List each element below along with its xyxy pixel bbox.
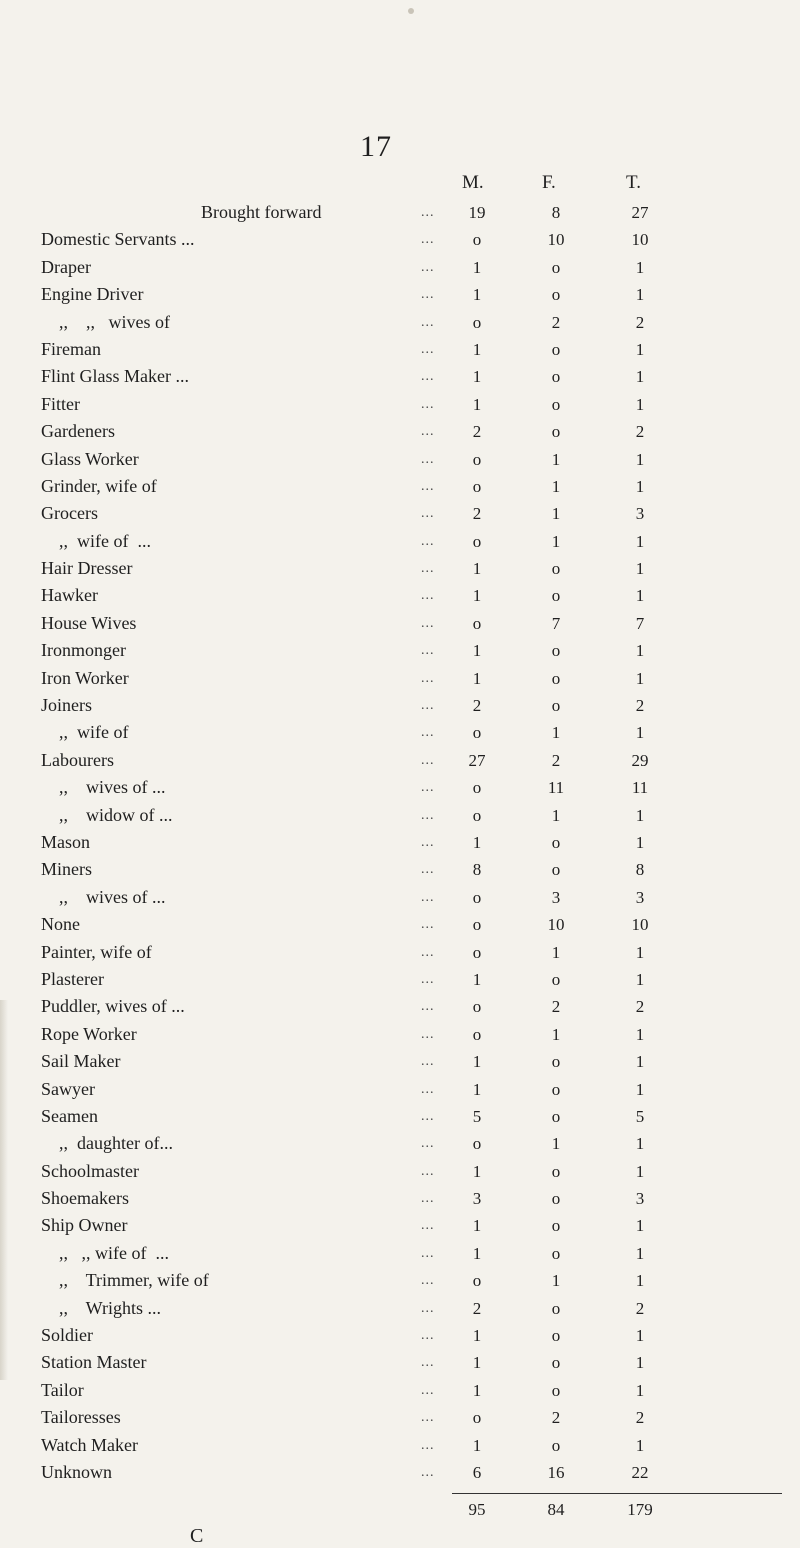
cell-f: o bbox=[551, 285, 561, 305]
occupation-label: Station Master bbox=[41, 1352, 147, 1373]
column-header-f: F. bbox=[542, 172, 556, 193]
table-row bbox=[41, 528, 781, 555]
cell-m: 1 bbox=[472, 1326, 482, 1346]
leader-dots: ... bbox=[421, 341, 435, 357]
table-row bbox=[41, 966, 781, 993]
table-row bbox=[41, 1322, 781, 1349]
table-row bbox=[41, 1377, 781, 1404]
cell-m: 1 bbox=[472, 394, 482, 414]
leader-dots: ... bbox=[421, 506, 435, 522]
cell-f: o bbox=[551, 668, 561, 688]
cell-f: o bbox=[551, 1106, 561, 1126]
cell-m: o bbox=[472, 1024, 482, 1044]
cell-f: 1 bbox=[551, 476, 561, 496]
table-row bbox=[41, 802, 781, 829]
cell-f: 2 bbox=[551, 750, 561, 770]
leader-dots: ... bbox=[421, 1026, 435, 1042]
table-row bbox=[41, 939, 781, 966]
cell-f: o bbox=[551, 1326, 561, 1346]
table-row bbox=[41, 884, 781, 911]
cell-f: 2 bbox=[551, 1408, 561, 1428]
occupation-label: Glass Worker bbox=[41, 448, 139, 469]
leader-dots: ... bbox=[421, 1163, 435, 1179]
table-row bbox=[41, 309, 781, 336]
occupation-label: ,, ,, wife of ... bbox=[41, 1242, 169, 1263]
cell-f: 1 bbox=[551, 1271, 561, 1291]
cell-f: o bbox=[551, 559, 561, 579]
table-row bbox=[41, 446, 781, 473]
cell-t: 2 bbox=[635, 312, 645, 332]
occupation-label: Schoolmaster bbox=[41, 1160, 139, 1181]
cell-t: 1 bbox=[635, 586, 645, 606]
occupation-label: ,, wives of ... bbox=[41, 777, 166, 798]
leader-dots: ... bbox=[421, 1410, 435, 1426]
cell-f: o bbox=[551, 367, 561, 387]
cell-f: o bbox=[551, 394, 561, 414]
cell-m: 2 bbox=[472, 1298, 482, 1318]
cell-f: o bbox=[551, 1161, 561, 1181]
cell-m: 19 bbox=[468, 203, 486, 222]
leader-dots: ... bbox=[421, 478, 435, 494]
cell-t: 1 bbox=[635, 1243, 645, 1263]
cell-m: 1 bbox=[472, 367, 482, 387]
occupation-label: Ironmonger bbox=[41, 640, 126, 661]
leader-dots: ... bbox=[421, 232, 435, 248]
leader-dots: ... bbox=[421, 1054, 435, 1070]
cell-t: 1 bbox=[635, 723, 645, 743]
cell-t: 1 bbox=[635, 805, 645, 825]
table-row bbox=[41, 665, 781, 692]
occupation-label: House Wives bbox=[41, 612, 137, 633]
occupation-table bbox=[41, 199, 781, 1486]
leader-dots: ... bbox=[421, 1136, 435, 1152]
cell-m: 1 bbox=[472, 1243, 482, 1263]
cell-t: 1 bbox=[635, 1380, 645, 1400]
cell-t: 1 bbox=[635, 1271, 645, 1291]
occupation-label: ,, Wrights ... bbox=[41, 1297, 161, 1318]
cell-t: 11 bbox=[631, 778, 649, 798]
occupation-label: Brought forward bbox=[201, 202, 322, 222]
cell-f: o bbox=[551, 1052, 561, 1072]
table-row bbox=[41, 1048, 781, 1075]
leader-dots: ... bbox=[421, 670, 435, 686]
occupation-label: Unknown bbox=[41, 1461, 112, 1482]
cell-t: 3 bbox=[635, 887, 645, 907]
cell-m: 1 bbox=[472, 1380, 482, 1400]
occupation-label: Engine Driver bbox=[41, 284, 144, 305]
table-row bbox=[41, 856, 781, 883]
cell-t: 1 bbox=[635, 1435, 645, 1455]
leader-dots: ... bbox=[421, 424, 435, 440]
cell-t: 1 bbox=[635, 832, 645, 852]
cell-m: o bbox=[472, 723, 482, 743]
table-row bbox=[41, 473, 781, 500]
cell-f: o bbox=[551, 1380, 561, 1400]
table-row bbox=[41, 1130, 781, 1157]
leader-dots: ... bbox=[421, 561, 435, 577]
leader-dots: ... bbox=[421, 1191, 435, 1207]
cell-t: 29 bbox=[631, 750, 649, 770]
occupation-label: Tailoresses bbox=[41, 1407, 121, 1428]
leader-dots: ... bbox=[421, 917, 435, 933]
cell-m: o bbox=[472, 887, 482, 907]
cell-f: o bbox=[551, 832, 561, 852]
cell-t: 1 bbox=[635, 257, 645, 277]
table-row bbox=[41, 1076, 781, 1103]
occupation-label: Fitter bbox=[41, 393, 80, 414]
table-row bbox=[41, 1240, 781, 1267]
cell-f: o bbox=[551, 1298, 561, 1318]
cell-f: o bbox=[551, 257, 561, 277]
cell-t: 1 bbox=[635, 449, 645, 469]
cell-t: 3 bbox=[635, 504, 645, 524]
cell-m: o bbox=[472, 1408, 482, 1428]
column-header-t: T. bbox=[626, 172, 641, 193]
cell-f: 1 bbox=[551, 805, 561, 825]
cell-t: 2 bbox=[635, 997, 645, 1017]
cell-m: o bbox=[472, 476, 482, 496]
cell-t: 7 bbox=[635, 613, 645, 633]
cell-m: o bbox=[472, 531, 482, 551]
table-row bbox=[41, 1267, 781, 1294]
leader-dots: ... bbox=[421, 369, 435, 385]
cell-f: o bbox=[551, 339, 561, 359]
cell-f: 11 bbox=[547, 778, 565, 798]
leader-dots: ... bbox=[421, 1355, 435, 1371]
occupation-label: Draper bbox=[41, 256, 91, 277]
cell-m: 1 bbox=[472, 832, 482, 852]
cell-m: o bbox=[472, 449, 482, 469]
table-row bbox=[41, 1212, 781, 1239]
cell-m: 3 bbox=[472, 1189, 482, 1209]
occupation-label: Seamen bbox=[41, 1105, 98, 1126]
leader-dots: ... bbox=[421, 1245, 435, 1261]
cell-m: o bbox=[472, 805, 482, 825]
table-row bbox=[41, 637, 781, 664]
table-row bbox=[41, 993, 781, 1020]
occupation-label: ,, ,, wives of bbox=[41, 311, 170, 332]
occupation-label: Grocers bbox=[41, 503, 98, 524]
occupation-label: Joiners bbox=[41, 695, 92, 716]
page-number: 17 bbox=[360, 130, 392, 163]
cell-m: 2 bbox=[472, 422, 482, 442]
cell-f: 1 bbox=[551, 723, 561, 743]
table-row bbox=[41, 199, 781, 226]
signature-letter: C bbox=[190, 1525, 204, 1547]
occupation-label: Ship Owner bbox=[41, 1215, 128, 1236]
leader-dots: ... bbox=[421, 999, 435, 1015]
cell-f: 1 bbox=[551, 531, 561, 551]
cell-f: o bbox=[551, 1353, 561, 1373]
cell-t: 8 bbox=[635, 860, 645, 880]
cell-t: 22 bbox=[631, 1462, 649, 1482]
table-row bbox=[41, 254, 781, 281]
occupation-label: Mason bbox=[41, 831, 90, 852]
cell-f: o bbox=[551, 1079, 561, 1099]
table-row bbox=[41, 281, 781, 308]
cell-m: 1 bbox=[472, 1353, 482, 1373]
table-row bbox=[41, 1103, 781, 1130]
occupation-label: Hawker bbox=[41, 585, 98, 606]
occupation-label: Fireman bbox=[41, 338, 101, 359]
cell-m: o bbox=[472, 1271, 482, 1291]
table-row bbox=[41, 1349, 781, 1376]
leader-dots: ... bbox=[421, 1273, 435, 1289]
cell-m: 1 bbox=[472, 668, 482, 688]
cell-f: 3 bbox=[551, 887, 561, 907]
cell-t: 10 bbox=[631, 230, 649, 250]
leader-dots: ... bbox=[421, 287, 435, 303]
cell-t: 1 bbox=[635, 1024, 645, 1044]
table-row bbox=[41, 911, 781, 938]
totals-rule bbox=[452, 1493, 782, 1494]
occupation-label: Miners bbox=[41, 859, 92, 880]
cell-f: o bbox=[551, 1243, 561, 1263]
cell-f: 10 bbox=[547, 915, 565, 935]
cell-m: 27 bbox=[468, 750, 486, 770]
cell-f: o bbox=[551, 422, 561, 442]
cell-t: 1 bbox=[635, 476, 645, 496]
leader-dots: ... bbox=[421, 1218, 435, 1234]
occupation-label: Rope Worker bbox=[41, 1023, 137, 1044]
leader-dots: ... bbox=[421, 314, 435, 330]
cell-m: 1 bbox=[472, 285, 482, 305]
cell-t: 3 bbox=[635, 1189, 645, 1209]
table-row bbox=[41, 1021, 781, 1048]
table-row bbox=[41, 1432, 781, 1459]
cell-m: 1 bbox=[472, 1435, 482, 1455]
cell-t: 1 bbox=[635, 285, 645, 305]
table-row bbox=[41, 719, 781, 746]
leader-dots: ... bbox=[421, 643, 435, 659]
cell-t: 2 bbox=[635, 1298, 645, 1318]
table-row bbox=[41, 226, 781, 253]
cell-t: 1 bbox=[635, 668, 645, 688]
cell-t: 2 bbox=[635, 696, 645, 716]
cell-t: 1 bbox=[635, 969, 645, 989]
table-row bbox=[41, 774, 781, 801]
occupation-label: ,, widow of ... bbox=[41, 804, 173, 825]
leader-dots: ... bbox=[421, 944, 435, 960]
table-row bbox=[41, 1158, 781, 1185]
occupation-label: Domestic Servants ... bbox=[41, 229, 195, 250]
cell-t: 1 bbox=[635, 339, 645, 359]
table-row bbox=[41, 610, 781, 637]
leader-dots: ... bbox=[421, 1300, 435, 1316]
leader-dots: ... bbox=[421, 698, 435, 714]
leader-dots: ... bbox=[421, 1081, 435, 1097]
table-row bbox=[41, 363, 781, 390]
cell-m: 1 bbox=[472, 559, 482, 579]
cell-m: 6 bbox=[472, 1462, 482, 1482]
table-row bbox=[41, 1459, 781, 1486]
cell-m: o bbox=[472, 230, 482, 250]
cell-t: 5 bbox=[635, 1106, 645, 1126]
occupation-label: Hair Dresser bbox=[41, 558, 133, 579]
leader-dots: ... bbox=[421, 588, 435, 604]
occupation-label: ,, daughter of... bbox=[41, 1133, 173, 1154]
table-row bbox=[41, 747, 781, 774]
cell-t: 1 bbox=[635, 1134, 645, 1154]
occupation-label: Puddler, wives of ... bbox=[41, 996, 185, 1017]
cell-f: o bbox=[551, 969, 561, 989]
cell-f: 7 bbox=[551, 613, 561, 633]
leader-dots: ... bbox=[421, 259, 435, 275]
leader-dots: ... bbox=[421, 889, 435, 905]
cell-t: 1 bbox=[635, 1079, 645, 1099]
leader-dots: ... bbox=[421, 1382, 435, 1398]
occupation-label: Sail Maker bbox=[41, 1051, 121, 1072]
cell-m: 1 bbox=[472, 257, 482, 277]
occupation-label: Grinder, wife of bbox=[41, 475, 157, 496]
cell-t: 2 bbox=[635, 1408, 645, 1428]
occupation-label: Tailor bbox=[41, 1379, 84, 1400]
column-header-m: M. bbox=[462, 172, 484, 193]
cell-t: 27 bbox=[631, 203, 649, 222]
cell-f: 1 bbox=[551, 942, 561, 962]
total-m: 95 bbox=[468, 1500, 486, 1519]
cell-f: 1 bbox=[551, 1024, 561, 1044]
cell-m: 2 bbox=[472, 696, 482, 716]
cell-m: o bbox=[472, 613, 482, 633]
cell-m: 1 bbox=[472, 1079, 482, 1099]
occupation-label: Watch Maker bbox=[41, 1434, 139, 1455]
cell-t: 1 bbox=[635, 559, 645, 579]
cell-f: 2 bbox=[551, 997, 561, 1017]
cell-m: 1 bbox=[472, 339, 482, 359]
leader-dots: ... bbox=[421, 1328, 435, 1344]
leader-dots: ... bbox=[421, 725, 435, 741]
cell-f: 1 bbox=[551, 504, 561, 524]
occupation-label: Labourers bbox=[41, 749, 114, 770]
table-row bbox=[41, 582, 781, 609]
cell-m: o bbox=[472, 778, 482, 798]
cell-t: 1 bbox=[635, 942, 645, 962]
occupation-label: Shoemakers bbox=[41, 1188, 129, 1209]
cell-m: 1 bbox=[472, 1161, 482, 1181]
leader-dots: ... bbox=[421, 533, 435, 549]
leader-dots: ... bbox=[421, 1437, 435, 1453]
cell-t: 1 bbox=[635, 641, 645, 661]
leader-dots: ... bbox=[421, 971, 435, 987]
cell-f: o bbox=[551, 1189, 561, 1209]
leader-dots: ... bbox=[421, 615, 435, 631]
cell-m: 5 bbox=[472, 1106, 482, 1126]
cell-f: 16 bbox=[547, 1462, 565, 1482]
leader-dots: ... bbox=[421, 834, 435, 850]
cell-f: o bbox=[551, 1216, 561, 1236]
cell-t: 1 bbox=[635, 1161, 645, 1181]
cell-t: 1 bbox=[635, 1052, 645, 1072]
cell-f: 1 bbox=[551, 1134, 561, 1154]
occupation-label: ,, wife of ... bbox=[41, 530, 151, 551]
occupation-label: Flint Glass Maker ... bbox=[41, 366, 189, 387]
table-row bbox=[41, 1295, 781, 1322]
occupation-label: ,, wife of bbox=[41, 722, 129, 743]
leader-dots: ... bbox=[421, 780, 435, 796]
table-row bbox=[41, 555, 781, 582]
cell-m: o bbox=[472, 942, 482, 962]
cell-f: o bbox=[551, 641, 561, 661]
leader-dots: ... bbox=[421, 807, 435, 823]
table-row bbox=[41, 829, 781, 856]
table-row bbox=[41, 692, 781, 719]
table-row bbox=[41, 418, 781, 445]
cell-m: 1 bbox=[472, 586, 482, 606]
cell-t: 1 bbox=[635, 1326, 645, 1346]
occupation-label: ,, Trimmer, wife of bbox=[41, 1270, 209, 1291]
cell-t: 1 bbox=[635, 394, 645, 414]
table-row bbox=[41, 391, 781, 418]
table-row bbox=[41, 1404, 781, 1431]
cell-t: 1 bbox=[635, 367, 645, 387]
total-t: 179 bbox=[627, 1500, 653, 1519]
cell-f: o bbox=[551, 696, 561, 716]
leader-dots: ... bbox=[421, 1464, 435, 1480]
paper-speck bbox=[408, 8, 414, 14]
cell-t: 1 bbox=[635, 1216, 645, 1236]
leader-dots: ... bbox=[421, 205, 435, 220]
cell-t: 10 bbox=[631, 915, 649, 935]
cell-f: 10 bbox=[547, 230, 565, 250]
cell-m: 1 bbox=[472, 1052, 482, 1072]
table-row bbox=[41, 1185, 781, 1212]
cell-m: 1 bbox=[472, 969, 482, 989]
cell-f: o bbox=[551, 860, 561, 880]
occupation-label: Sawyer bbox=[41, 1078, 95, 1099]
leader-dots: ... bbox=[421, 862, 435, 878]
occupation-label: ,, wives of ... bbox=[41, 886, 166, 907]
cell-m: o bbox=[472, 312, 482, 332]
leader-dots: ... bbox=[421, 752, 435, 768]
cell-m: o bbox=[472, 1134, 482, 1154]
occupation-label: None bbox=[41, 914, 80, 935]
cell-m: 8 bbox=[472, 860, 482, 880]
cell-f: o bbox=[551, 1435, 561, 1455]
cell-m: 1 bbox=[472, 1216, 482, 1236]
leader-dots: ... bbox=[421, 1108, 435, 1124]
table-row bbox=[41, 500, 781, 527]
occupation-label: Soldier bbox=[41, 1325, 93, 1346]
leader-dots: ... bbox=[421, 396, 435, 412]
cell-t: 1 bbox=[635, 531, 645, 551]
occupation-label: Gardeners bbox=[41, 421, 115, 442]
cell-f: 1 bbox=[551, 449, 561, 469]
occupation-label: Plasterer bbox=[41, 968, 104, 989]
cell-m: 2 bbox=[472, 504, 482, 524]
cell-m: 1 bbox=[472, 641, 482, 661]
occupation-label: Iron Worker bbox=[41, 667, 129, 688]
page-edge-shadow bbox=[0, 1000, 8, 1380]
occupation-label: Painter, wife of bbox=[41, 941, 152, 962]
leader-dots: ... bbox=[421, 451, 435, 467]
cell-m: o bbox=[472, 915, 482, 935]
cell-f: 2 bbox=[551, 312, 561, 332]
totals-row bbox=[41, 1500, 781, 1530]
cell-t: 2 bbox=[635, 422, 645, 442]
table-row bbox=[41, 336, 781, 363]
cell-m: o bbox=[472, 997, 482, 1017]
cell-f: 8 bbox=[551, 203, 561, 222]
total-f: 84 bbox=[547, 1500, 565, 1519]
cell-f: o bbox=[551, 586, 561, 606]
cell-t: 1 bbox=[635, 1353, 645, 1373]
